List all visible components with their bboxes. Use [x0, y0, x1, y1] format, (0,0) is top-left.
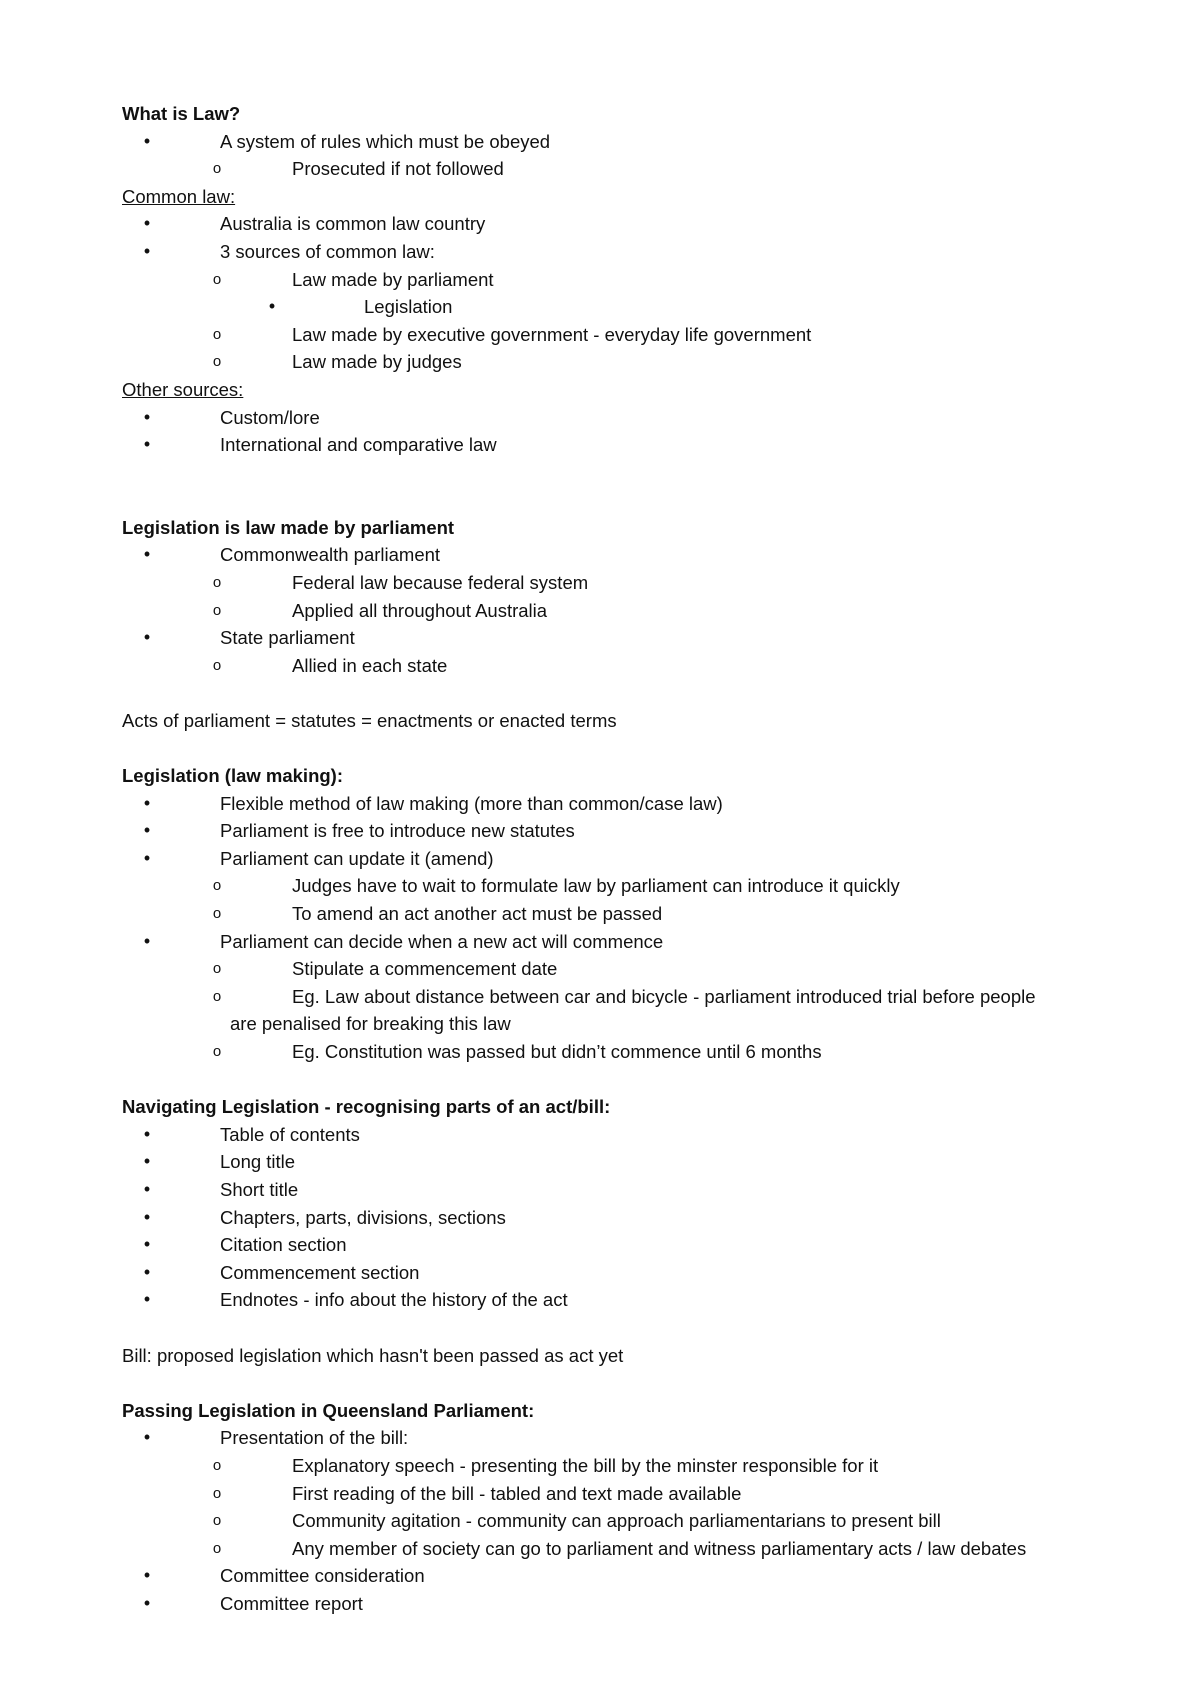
bullet-icon: •	[143, 1592, 151, 1613]
list-item	[122, 1480, 1122, 1508]
list-item-text: First reading of the bill - tabled and text made available	[292, 1482, 742, 1504]
bullet-icon: •	[143, 847, 151, 868]
list-item	[122, 652, 1122, 680]
list-item	[122, 1507, 1122, 1535]
spacer	[122, 1314, 1122, 1342]
list-item-text: To amend an act another act must be passed	[292, 903, 663, 925]
circle-bullet-icon: o	[212, 987, 222, 1005]
list-item-text: Custom/lore	[220, 406, 320, 428]
list-item-text: Law made by judges	[292, 351, 462, 373]
list-item-text: International and comparative law	[220, 434, 497, 456]
list-item	[122, 1562, 1122, 1590]
list-item	[122, 569, 1122, 597]
list-item-text: Endnotes - info about the history of the act	[220, 1289, 568, 1311]
list-item	[122, 1038, 1122, 1066]
bullet-icon: •	[143, 240, 151, 261]
bullet-icon: •	[143, 1261, 151, 1282]
list-item	[122, 1452, 1122, 1480]
list-item	[122, 155, 1122, 183]
paragraph: Acts of parliament = statutes = enactments or enacted terms	[122, 709, 617, 731]
circle-bullet-icon: o	[212, 1512, 222, 1530]
list-item	[122, 928, 1122, 956]
list-item	[122, 624, 1122, 652]
document-body	[122, 100, 1122, 1617]
list-item	[122, 238, 1122, 266]
list-item-text: Law made by executive government - everyday life government	[292, 323, 812, 345]
circle-bullet-icon: o	[212, 960, 222, 978]
bullet-icon: •	[143, 930, 151, 951]
list-item-text: Judges have to wait to formulate law by parliament can introduce it quickly	[292, 875, 900, 897]
bullet-icon: •	[143, 406, 151, 427]
list-item-text: Citation section	[220, 1234, 347, 1256]
circle-bullet-icon: o	[212, 1539, 222, 1557]
list-item-text: Eg. Constitution was passed but didn’t commence until 6 months	[292, 1041, 822, 1062]
list-item-text: 3 sources of common law:	[220, 240, 435, 262]
list-item	[122, 1148, 1122, 1176]
list-item-text: Flexible method of law making (more than common/case law)	[220, 792, 723, 814]
list-item	[122, 983, 1122, 1011]
bullet-icon: •	[143, 792, 151, 813]
section-subheading: Common law:	[122, 185, 236, 207]
list-item	[122, 790, 1122, 818]
list-item	[122, 1204, 1122, 1232]
list-item-text: Short title	[220, 1178, 299, 1200]
list-item-text: Commonwealth parliament	[220, 544, 441, 566]
list-item	[122, 817, 1122, 845]
list-item-continuation: are penalised for breaking this law	[230, 1013, 511, 1035]
list-item	[122, 1176, 1122, 1204]
list-item	[122, 293, 1122, 321]
bullet-icon: •	[143, 213, 151, 234]
section-heading: Legislation (law making):	[122, 765, 343, 787]
bullet-icon: •	[143, 820, 151, 841]
list-item-text: Presentation of the bill:	[220, 1427, 409, 1449]
list-item-text: Community agitation - community can approach parliamentarians to present bill	[292, 1510, 941, 1532]
circle-bullet-icon: o	[212, 1456, 222, 1474]
bullet-icon: •	[143, 1427, 151, 1448]
list-item-text: Commencement section	[220, 1261, 420, 1283]
circle-bullet-icon: o	[212, 353, 222, 371]
circle-bullet-icon: o	[212, 1043, 222, 1060]
list-item	[122, 1286, 1122, 1314]
circle-bullet-icon: o	[212, 1484, 222, 1502]
list-item	[122, 128, 1122, 156]
list-item-text: Eg. Law about distance between car and bicycle - parliament introduced trial before people	[292, 985, 1036, 1007]
list-item	[122, 1259, 1122, 1287]
circle-bullet-icon: o	[212, 270, 222, 288]
circle-bullet-icon: o	[212, 601, 222, 619]
circle-bullet-icon: o	[212, 905, 222, 923]
bullet-icon: •	[143, 627, 151, 648]
list-item-text: Table of contents	[220, 1123, 360, 1145]
circle-bullet-icon: o	[212, 656, 222, 674]
list-item	[122, 900, 1122, 928]
bullet-icon: •	[268, 296, 276, 317]
spacer	[122, 1066, 1122, 1094]
list-item	[122, 541, 1122, 569]
list-item	[122, 597, 1122, 625]
list-item-text: Committee consideration	[220, 1565, 425, 1587]
list-item	[122, 431, 1122, 459]
list-item	[122, 1535, 1122, 1563]
list-item-text: Law made by parliament	[292, 268, 494, 290]
list-item-text: Prosecuted if not followed	[292, 158, 504, 180]
list-item	[122, 348, 1122, 376]
bullet-icon: •	[143, 544, 151, 565]
list-item	[122, 321, 1122, 349]
bullet-icon: •	[143, 1565, 151, 1586]
bullet-icon: •	[143, 1206, 151, 1227]
list-item-text: Federal law because federal system	[292, 571, 589, 593]
section-heading: Legislation is law made by parliament	[122, 516, 455, 538]
list-item-text: Stipulate a commencement date	[292, 958, 558, 980]
list-item-text: Legislation	[364, 296, 453, 318]
list-item-text: A system of rules which must be obeyed	[220, 130, 551, 152]
list-item-text: Explanatory speech - presenting the bill by the minster responsible for it	[292, 1454, 879, 1476]
list-item	[122, 266, 1122, 294]
paragraph: Bill: proposed legislation which hasn't been passed as act yet	[122, 1344, 624, 1366]
bullet-icon: •	[143, 130, 151, 151]
section-heading: What is Law?	[122, 103, 241, 124]
list-item	[122, 1590, 1122, 1618]
section-subheading: Other sources:	[122, 378, 244, 400]
spacer	[122, 459, 1122, 514]
circle-bullet-icon: o	[212, 877, 222, 895]
circle-bullet-icon: o	[212, 325, 222, 343]
list-item-text: State parliament	[220, 627, 355, 649]
bullet-icon: •	[143, 1151, 151, 1172]
spacer	[122, 1369, 1122, 1397]
bullet-icon: •	[143, 434, 151, 455]
list-item-text: Long title	[220, 1151, 296, 1173]
list-item	[122, 845, 1122, 873]
list-item-text: Allied in each state	[292, 654, 448, 676]
circle-bullet-icon: o	[212, 160, 222, 178]
list-item	[122, 404, 1122, 432]
list-item-text: Committee report	[220, 1592, 363, 1614]
list-item	[122, 1424, 1122, 1452]
list-item	[122, 872, 1122, 900]
circle-bullet-icon: o	[212, 573, 222, 591]
list-item-text: Chapters, parts, divisions, sections	[220, 1206, 506, 1228]
list-item-text: Australia is common law country	[220, 213, 486, 235]
list-item	[122, 1231, 1122, 1259]
list-item	[122, 955, 1122, 983]
bullet-icon: •	[143, 1289, 151, 1310]
list-item-text: Parliament can decide when a new act will commence	[220, 930, 664, 952]
list-item-text: Applied all throughout Australia	[292, 599, 548, 621]
bullet-icon: •	[143, 1234, 151, 1255]
list-item-text: Any member of society can go to parliament and witness parliamentary acts / law debates	[292, 1537, 1027, 1559]
section-heading: Passing Legislation in Queensland Parliament:	[122, 1399, 535, 1421]
list-item-text: Parliament is free to introduce new statutes	[220, 820, 575, 842]
bullet-icon: •	[143, 1123, 151, 1144]
spacer	[122, 679, 1122, 707]
list-item-text: Parliament can update it (amend)	[220, 847, 494, 869]
list-item	[122, 210, 1122, 238]
spacer	[122, 734, 1122, 762]
list-item	[122, 1121, 1122, 1149]
bullet-icon: •	[143, 1178, 151, 1199]
section-heading: Navigating Legislation - recognising parts of an act/bill:	[122, 1096, 611, 1118]
